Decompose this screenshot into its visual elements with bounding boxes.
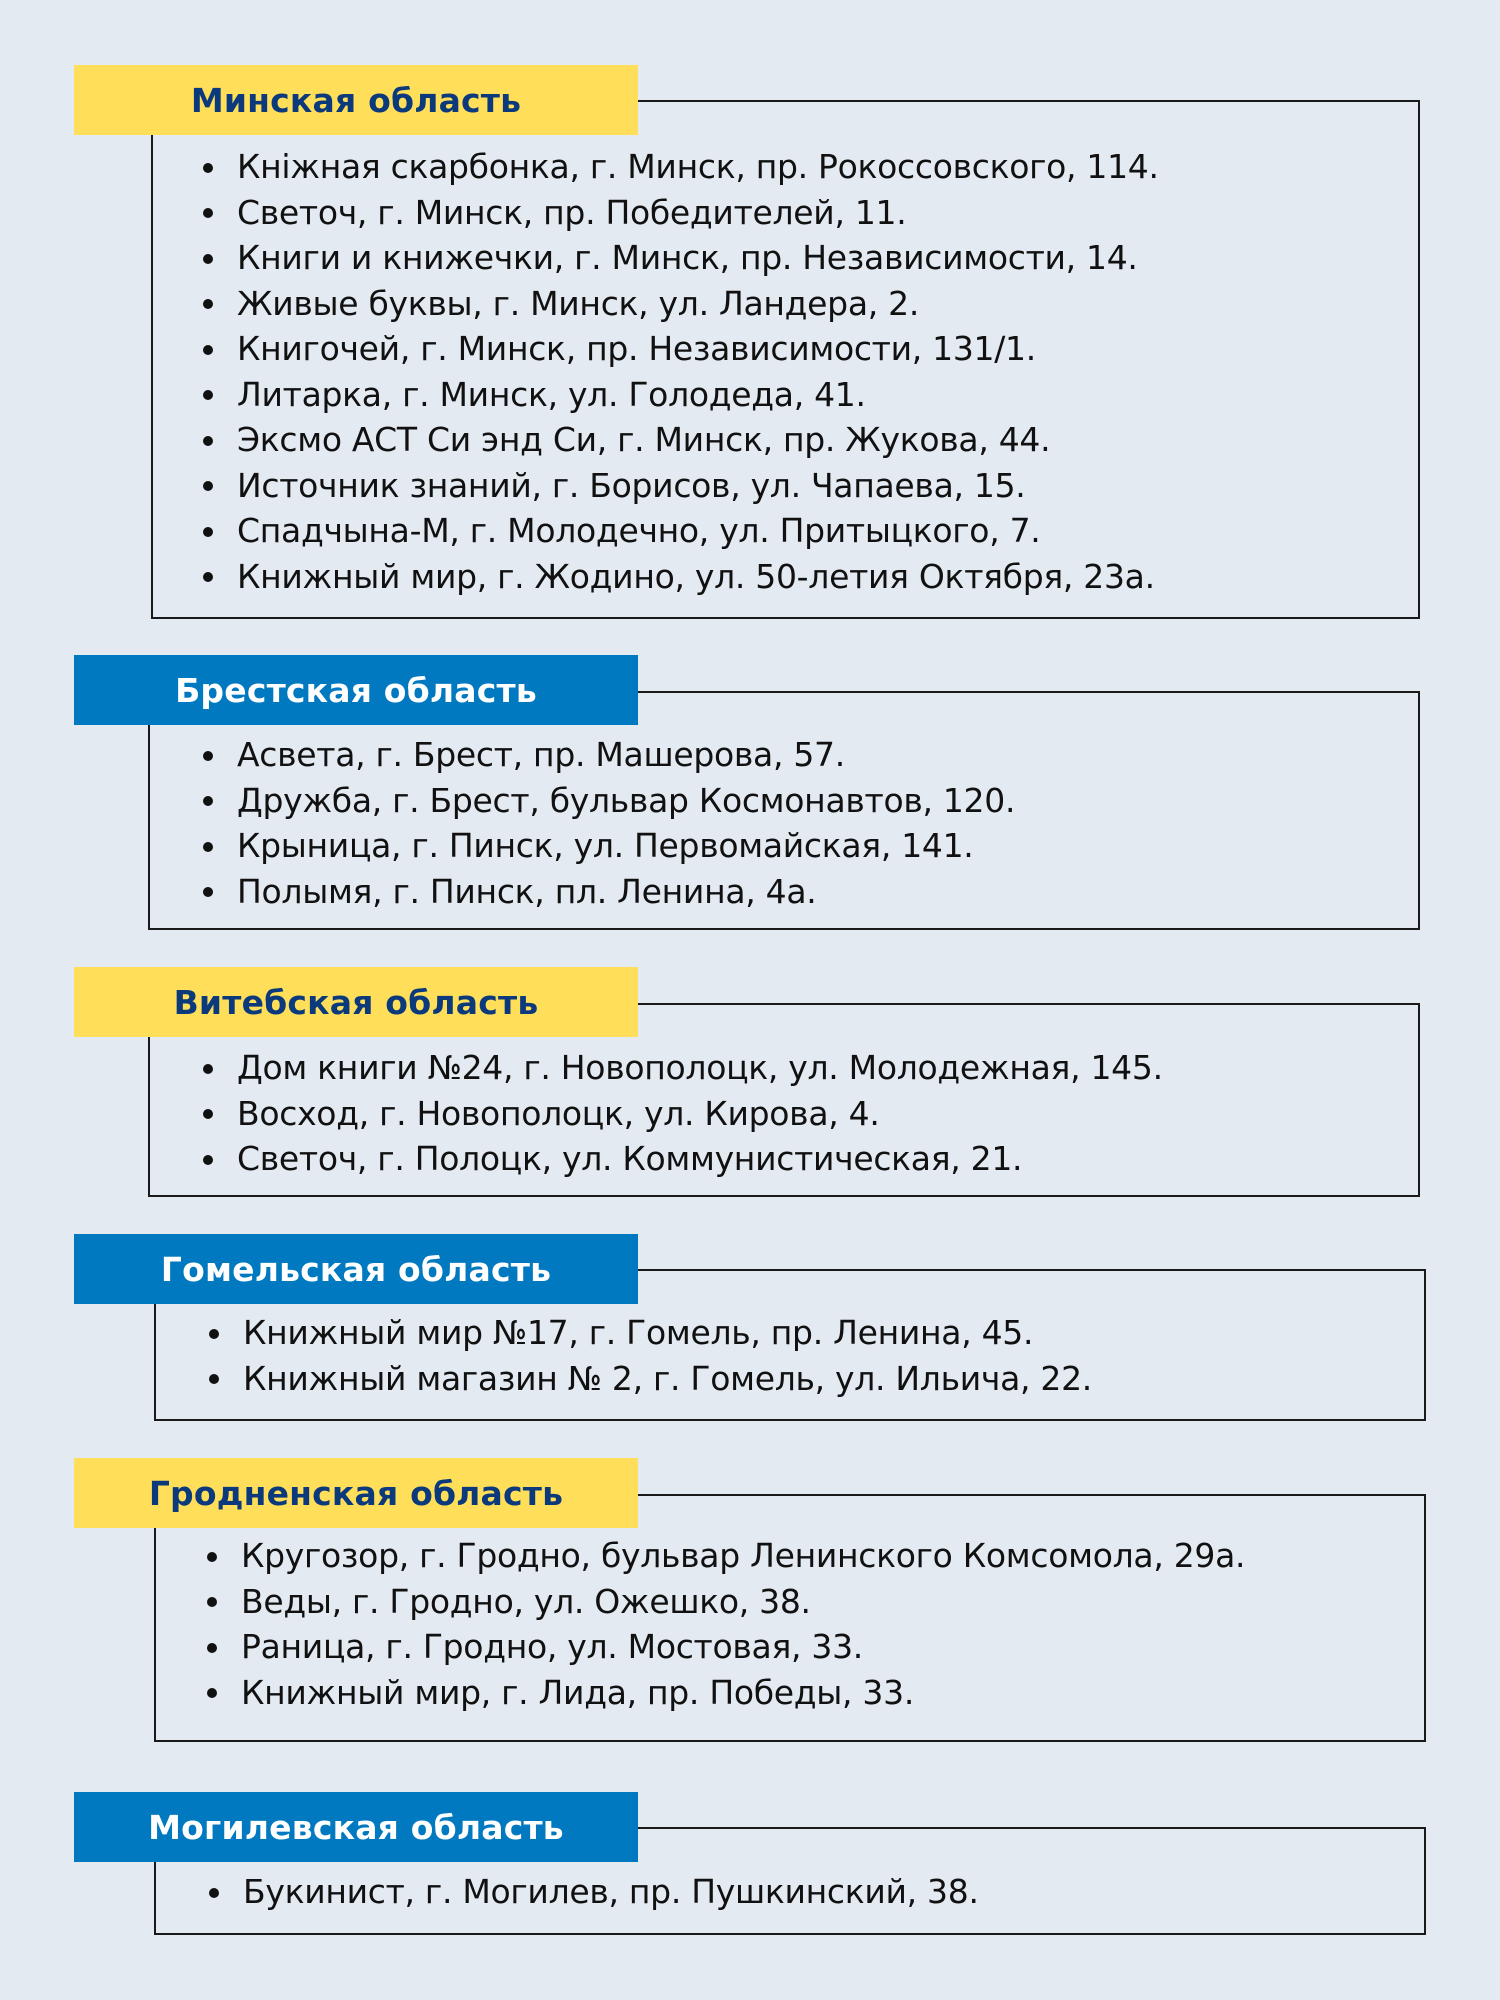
store-item	[209, 1869, 979, 1915]
bullet-icon	[203, 572, 213, 582]
store-list-minsk	[203, 144, 1159, 599]
store-item	[203, 1136, 1163, 1182]
region-header-brest: Брестская область	[74, 655, 638, 725]
store-item	[203, 1045, 1163, 1091]
store-item	[203, 417, 1159, 463]
bullet-icon	[203, 1109, 213, 1119]
store-text: Кругозор, г. Гродно, бульвар Ленинского Комсомола, 29а.	[241, 1536, 1246, 1575]
bullet-icon	[203, 254, 213, 264]
bullet-icon	[203, 1155, 213, 1165]
bullet-icon	[207, 1643, 217, 1653]
store-text: Источник знаний, г. Борисов, ул. Чапаева, 15.	[237, 465, 1026, 505]
bullet-icon	[203, 842, 213, 852]
store-text: Книжный мир, г. Лида, пр. Победы, 33.	[241, 1672, 915, 1712]
bullet-icon	[203, 345, 213, 355]
region-header-grodno: Гродненская область	[74, 1458, 638, 1528]
store-item	[203, 235, 1159, 281]
bullet-icon	[203, 527, 213, 537]
store-list-vitebsk	[203, 1045, 1163, 1182]
store-item	[203, 281, 1159, 327]
store-item	[207, 1670, 1245, 1716]
store-item	[207, 1579, 1245, 1625]
store-text: Книжный магазин № 2, г. Гомель, ул. Ильича, 22.	[243, 1358, 1092, 1398]
bullet-icon	[203, 390, 213, 400]
store-item	[203, 463, 1159, 509]
store-text: Восход, г. Новополоцк, ул. Кирова, 4.	[237, 1093, 880, 1133]
store-item	[209, 1310, 1092, 1356]
store-text: Литарка, г. Минск, ул. Голодеда, 41.	[237, 374, 866, 414]
store-list-brest	[203, 732, 1015, 914]
store-text: Книги и книжечки, г. Минск, пр. Независимости, 14.	[237, 238, 1138, 277]
bullet-icon	[203, 751, 213, 761]
store-text: Светоч, г. Полоцк, ул. Коммунистическая, 21.	[237, 1139, 1023, 1178]
bullet-icon	[203, 481, 213, 491]
store-text: Асвета, г. Брест, пр. Машерова, 57.	[237, 735, 845, 774]
store-list-mogilev	[209, 1869, 979, 1915]
store-text: Кніжная скарбонка, г. Минск, пр. Рокоссовского, 114.	[237, 147, 1159, 186]
store-item	[207, 1624, 1245, 1670]
region-header-minsk: Минская область	[74, 65, 638, 135]
store-text: Книжный мир №17, г. Гомель, пр. Ленина, 45.	[243, 1313, 1034, 1352]
bullet-icon	[207, 1552, 217, 1562]
region-header-gomel: Гомельская область	[74, 1234, 638, 1304]
store-text: Дом книги №24, г. Новополоцк, ул. Молодежная, 145.	[237, 1048, 1163, 1087]
store-text: Живые буквы, г. Минск, ул. Ландера, 2.	[237, 283, 920, 323]
bullet-icon	[207, 1597, 217, 1607]
store-item	[203, 1091, 1163, 1137]
store-item	[203, 508, 1159, 554]
store-item	[203, 554, 1159, 600]
store-text: Букинист, г. Могилев, пр. Пушкинский, 38.	[243, 1872, 979, 1911]
store-item	[209, 1356, 1092, 1402]
store-text: Дружба, г. Брест, бульвар Космонавтов, 120.	[237, 780, 1016, 820]
bullet-icon	[203, 163, 213, 173]
store-item	[203, 372, 1159, 418]
store-text: Раница, г. Гродно, ул. Мостовая, 33.	[241, 1627, 863, 1666]
store-text: Светоч, г. Минск, пр. Победителей, 11.	[237, 192, 907, 232]
store-item	[203, 823, 1015, 869]
store-text: Спадчына-М, г. Молодечно, ул. Притыцкого, 7.	[237, 511, 1041, 550]
store-item	[203, 778, 1015, 824]
store-item	[203, 732, 1015, 778]
bullet-icon	[207, 1688, 217, 1698]
bullet-icon	[209, 1374, 219, 1384]
store-text: Эксмо АСТ Си энд Си, г. Минск, пр. Жукова, 44.	[237, 420, 1051, 459]
bullet-icon	[209, 1329, 219, 1339]
region-header-mogilev: Могилевская область	[74, 1792, 638, 1862]
store-item	[203, 144, 1159, 190]
bullet-icon	[203, 436, 213, 446]
bullet-icon	[203, 208, 213, 218]
bullet-icon	[203, 299, 213, 309]
region-header-vitebsk: Витебская область	[74, 967, 638, 1037]
store-item	[203, 869, 1015, 915]
store-item	[203, 326, 1159, 372]
store-text: Веды, г. Гродно, ул. Ожешко, 38.	[241, 1581, 811, 1621]
bullet-icon	[209, 1888, 219, 1898]
store-text: Книжный мир, г. Жодино, ул. 50-летия Октября, 23а.	[237, 556, 1155, 596]
store-list-grodno	[207, 1533, 1245, 1715]
store-text: Крыница, г. Пинск, ул. Первомайская, 141.	[237, 826, 974, 865]
store-item	[207, 1533, 1245, 1579]
store-item	[203, 190, 1159, 236]
store-text: Полымя, г. Пинск, пл. Ленина, 4а.	[237, 871, 817, 911]
bullet-icon	[203, 1064, 213, 1074]
store-text: Книгочей, г. Минск, пр. Независимости, 131/1.	[237, 329, 1036, 368]
store-list-gomel	[209, 1310, 1092, 1401]
bullet-icon	[203, 796, 213, 806]
bullet-icon	[203, 887, 213, 897]
